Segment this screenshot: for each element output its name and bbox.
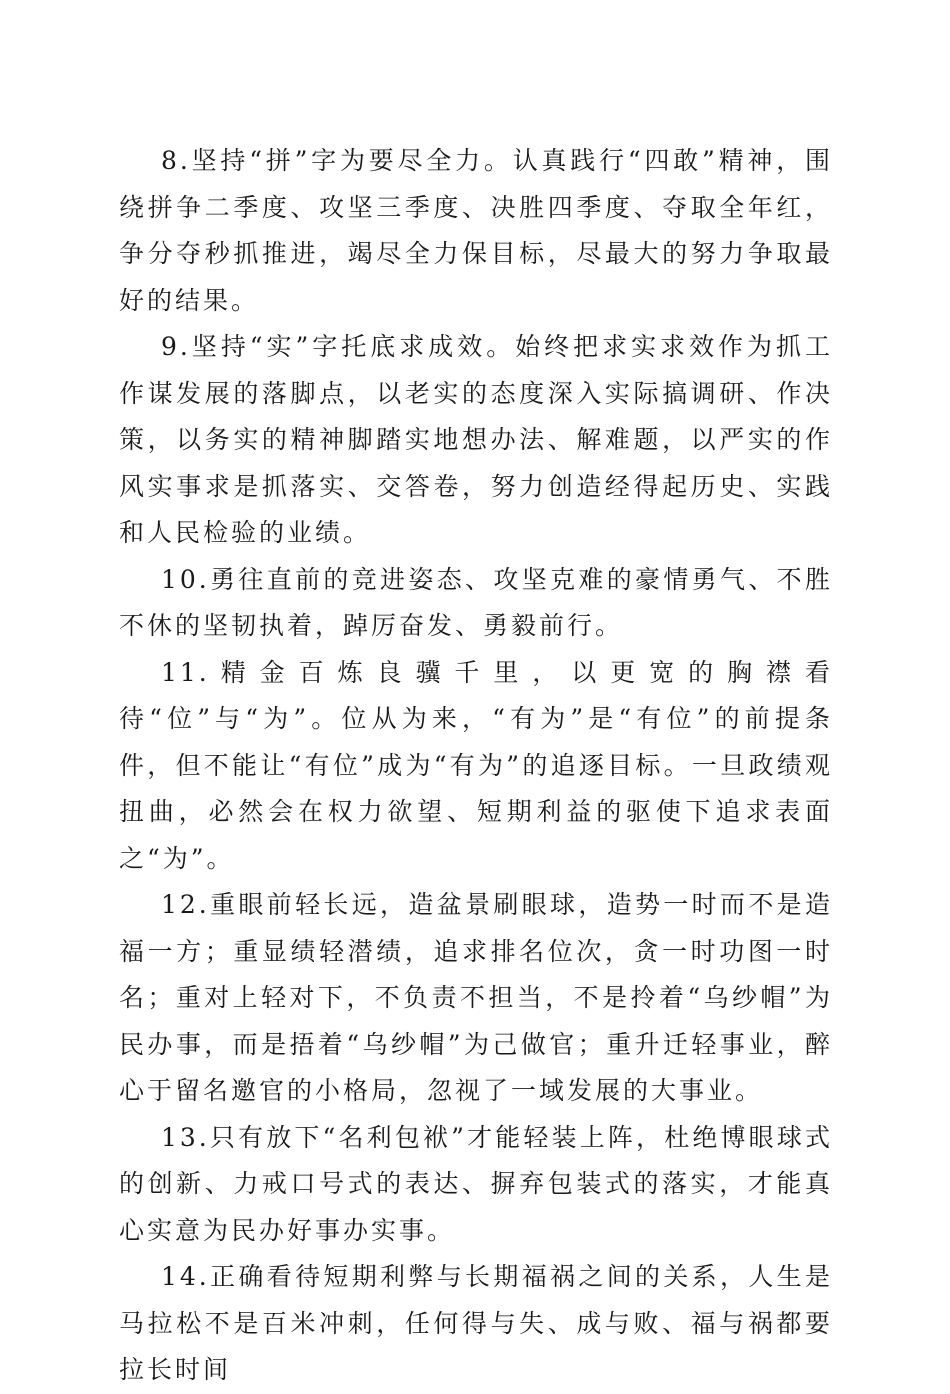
paragraph-12: 12.重眼前轻长远，造盆景刷眼球，造势一时而不是造福一方；重显绩轻潜绩，追求排名位次，贪一时功图一时名；重对上轻对下，不负责不担当，不是拎着“乌纱帽”为民办事，而是捂着“乌纱帽”为己做官；重升迁轻事业，醉心于留名邀官的小格局，忽视了一域发展的大事业。 <box>119 890 833 1105</box>
paragraph-14: 14.正确看待短期利弊与长期福祸之间的关系，人生是马拉松不是百米冲刺，任何得与失、成与败、福与祸都要拉长时间 <box>119 1262 833 1384</box>
document-body <box>119 138 833 1394</box>
paragraph-8: 8.坚持“拼”字为要尽全力。认真践行“四敢”精神，围绕拼争二季度、攻坚三季度、决胜四季度、夺取全年红，争分夺秒抓推进，竭尽全力保目标，尽最大的努力争取最好的结果。 <box>119 146 833 315</box>
paragraph-11: 11.精金百炼良骥千里，以更宽的胸襟看待“位”与“为”。位从为来，“有为”是“有位”的前提条件，但不能让“有位”成为“有为”的追逐目标。一旦政绩观扭曲，必然会在权力欲望、短期利益的驱使下追求表面之“为”。 <box>119 657 833 873</box>
paragraph-9: 9.坚持“实”字托底求成效。始终把求实求效作为抓工作谋发展的落脚点，以老实的态度深入实际搞调研、作决策，以务实的精神脚踏实地想办法、解难题，以严实的作风实事求是抓落实、交答卷，努力创造经得起历史、实践和人民检验的业绩。 <box>119 332 833 547</box>
paragraph-13: 13.只有放下“名利包袱”才能轻装上阵，杜绝博眼球式的创新、力戒口号式的表达、摒弃包装式的落实，才能真心实意为民办好事办实事。 <box>119 1122 833 1245</box>
paragraph-10: 10.勇往直前的竞进姿态、攻坚克难的豪情勇气、不胜不休的坚韧执着，踔厉奋发、勇毅前行。 <box>119 564 833 640</box>
